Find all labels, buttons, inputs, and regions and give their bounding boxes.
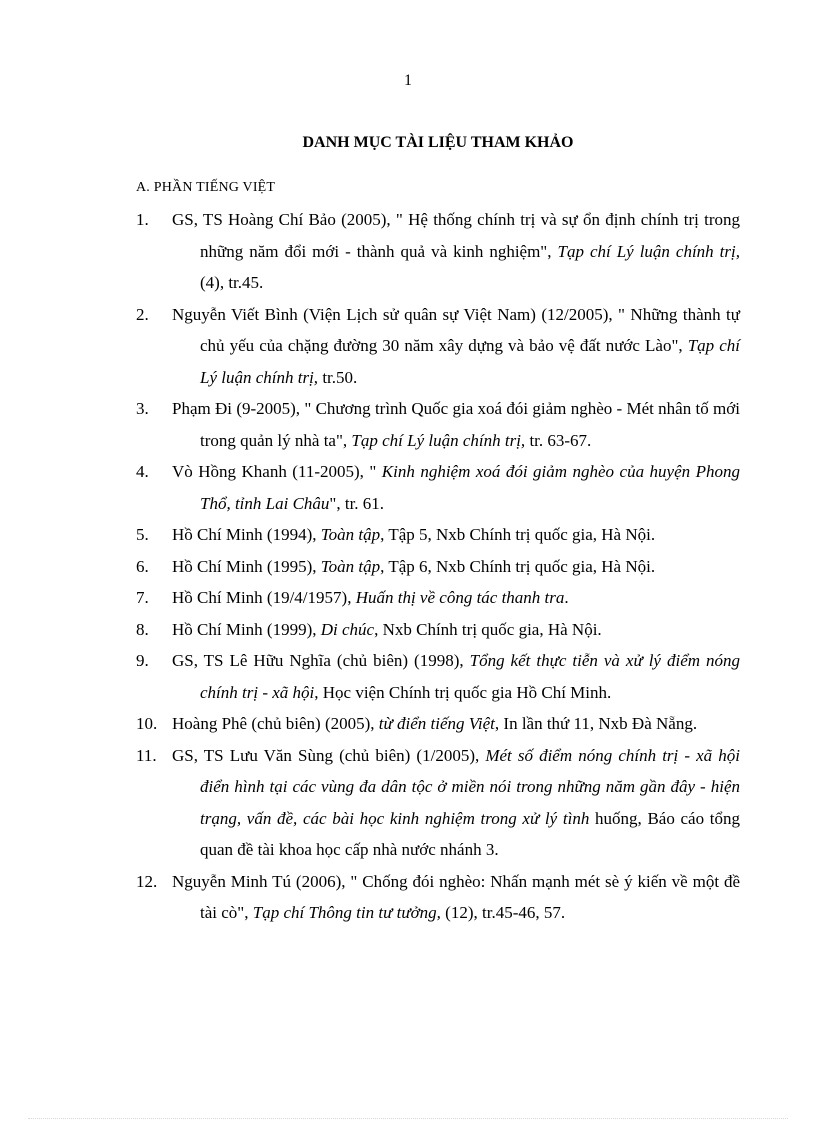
reference-text: Nguyễn Minh Tú (2006), " Chống đói nghèo: Nhấn mạnh mét sè ý kiến về một đề tài cò", <box>172 871 740 922</box>
reference-number: 3. <box>136 399 149 418</box>
reference-text: Hồ Chí Minh (1995), <box>172 556 321 576</box>
reference-source: từ điển tiếng Việt <box>378 714 495 733</box>
reference-source: Di chúc <box>320 619 375 639</box>
reference-text: GS, TS Hoàng Chí Bảo (2005), " Hệ thống chính trị và sự ổn định chính trị trong những năm đổi mới - thành quả và kinh nghiệm", <box>172 210 740 261</box>
reference-number: 8. <box>136 619 149 639</box>
reference-text-tail: , Nxb Chính trị quốc gia, Hà Nội. <box>374 619 602 639</box>
reference-text-tail: . <box>564 588 569 607</box>
reference-source: Mét số điểm nóng chính trị - xã hội điển hình tại các vùng đa dân tộc ở miền nói trong những năm gần đây - hiện trạng, vấn đề, các bài học kinh nghiệm trong xử lý tình <box>200 745 740 828</box>
reference-text-tail: , Tập 6, Nxb Chính trị quốc gia, Hà Nội. <box>380 556 656 576</box>
reference-source: Tạp chí Lý luận chính trị, <box>557 241 740 261</box>
reference-number: 2. <box>136 304 149 324</box>
reference-text-tail: , Tập 5, Nxb Chính trị quốc gia, Hà Nội. <box>380 525 656 544</box>
reference-item <box>136 645 740 708</box>
reference-source: Toàn tập <box>320 556 381 576</box>
reference-number: 1. <box>136 210 149 229</box>
reference-item <box>136 456 740 519</box>
reference-item <box>136 393 740 456</box>
reference-number: 6. <box>136 556 149 576</box>
reference-text: Hồ Chí Minh (1994), <box>172 525 321 544</box>
reference-source: Toàn tập <box>320 525 381 544</box>
reference-number: 9. <box>136 651 149 670</box>
reference-source: Tạp chí Lý luận chính trị, <box>200 336 740 387</box>
reference-text-tail: ", tr. 61. <box>329 493 385 513</box>
reference-source: Kinh nghiệm xoá đói giảm nghèo của huyện Phong Thổ, tỉnh Lai Châu <box>200 462 740 513</box>
reference-text-tail: , Học viện Chính trị quốc gia Hồ Chí Minh. <box>314 682 612 702</box>
reference-number: 11. <box>136 745 157 765</box>
page-number: 1 <box>404 72 412 89</box>
reference-text: Vò Hồng Khanh (11-2005), " <box>172 462 382 481</box>
reference-number: 4. <box>136 462 149 481</box>
reference-text: Phạm Đi (9-2005), " Chương trình Quốc gia xoá đói giảm nghèo - Mét nhân tố mới trong quản lý nhà ta", <box>172 399 740 450</box>
reference-item <box>136 866 740 929</box>
reference-item <box>136 740 740 866</box>
reference-item <box>136 708 740 740</box>
reference-text-tail: tr.50. <box>318 367 358 387</box>
reference-text-tail: huống, Báo cáo tổng quan đề tài khoa học cấp nhà nước nhánh 3. <box>200 808 740 859</box>
reference-text-tail: (4), tr.45. <box>200 273 264 292</box>
reference-item <box>136 551 740 583</box>
reference-text-tail: (12), tr.45-46, 57. <box>440 903 566 922</box>
reference-item <box>136 582 740 614</box>
reference-source: Tạp chí Thông tin tư tưởng, <box>252 903 441 922</box>
reference-number: 12. <box>136 871 158 891</box>
section-heading: A. PHẦN TIẾNG VIỆT <box>136 180 276 195</box>
document-title: DANH MỤC TÀI LIỆU THAM KHẢO <box>302 134 574 151</box>
reference-text: GS, TS Lê Hữu Nghĩa (chủ biên) (1998), <box>172 651 470 670</box>
footer-divider <box>28 1118 788 1119</box>
reference-source: Huấn thị về công tác thanh tra <box>355 588 565 607</box>
reference-item <box>136 204 740 299</box>
reference-text: Hồ Chí Minh (1999), <box>172 619 321 639</box>
reference-source: Tổng kết thực tiễn và xử lý điểm nóng chính trị - xã hội <box>200 651 741 702</box>
reference-number: 5. <box>136 525 149 544</box>
reference-text-tail: , In lần thứ 11, Nxb Đà Nẵng. <box>494 714 698 733</box>
reference-item <box>136 299 740 394</box>
reference-source: Tạp chí Lý luận chính trị, <box>351 430 526 450</box>
reference-text: Hồ Chí Minh (19/4/1957), <box>172 588 356 607</box>
reference-number: 10. <box>136 714 158 733</box>
reference-text: GS, TS Lưu Văn Sùng (chủ biên) (1/2005), <box>172 745 486 765</box>
reference-number: 7. <box>136 588 149 607</box>
reference-item <box>136 519 740 551</box>
reference-text-tail: tr. 63-67. <box>525 430 592 450</box>
reference-item <box>136 614 740 646</box>
reference-text: Nguyễn Viết Bình (Viện Lịch sử quân sự Việt Nam) (12/2005), " Những thành tự chủ yếu của chặng đường 30 năm xây dựng và bảo vệ đất nước Lào", <box>172 304 740 355</box>
reference-list <box>136 204 740 929</box>
reference-text: Hoàng Phê (chủ biên) (2005), <box>172 714 379 733</box>
